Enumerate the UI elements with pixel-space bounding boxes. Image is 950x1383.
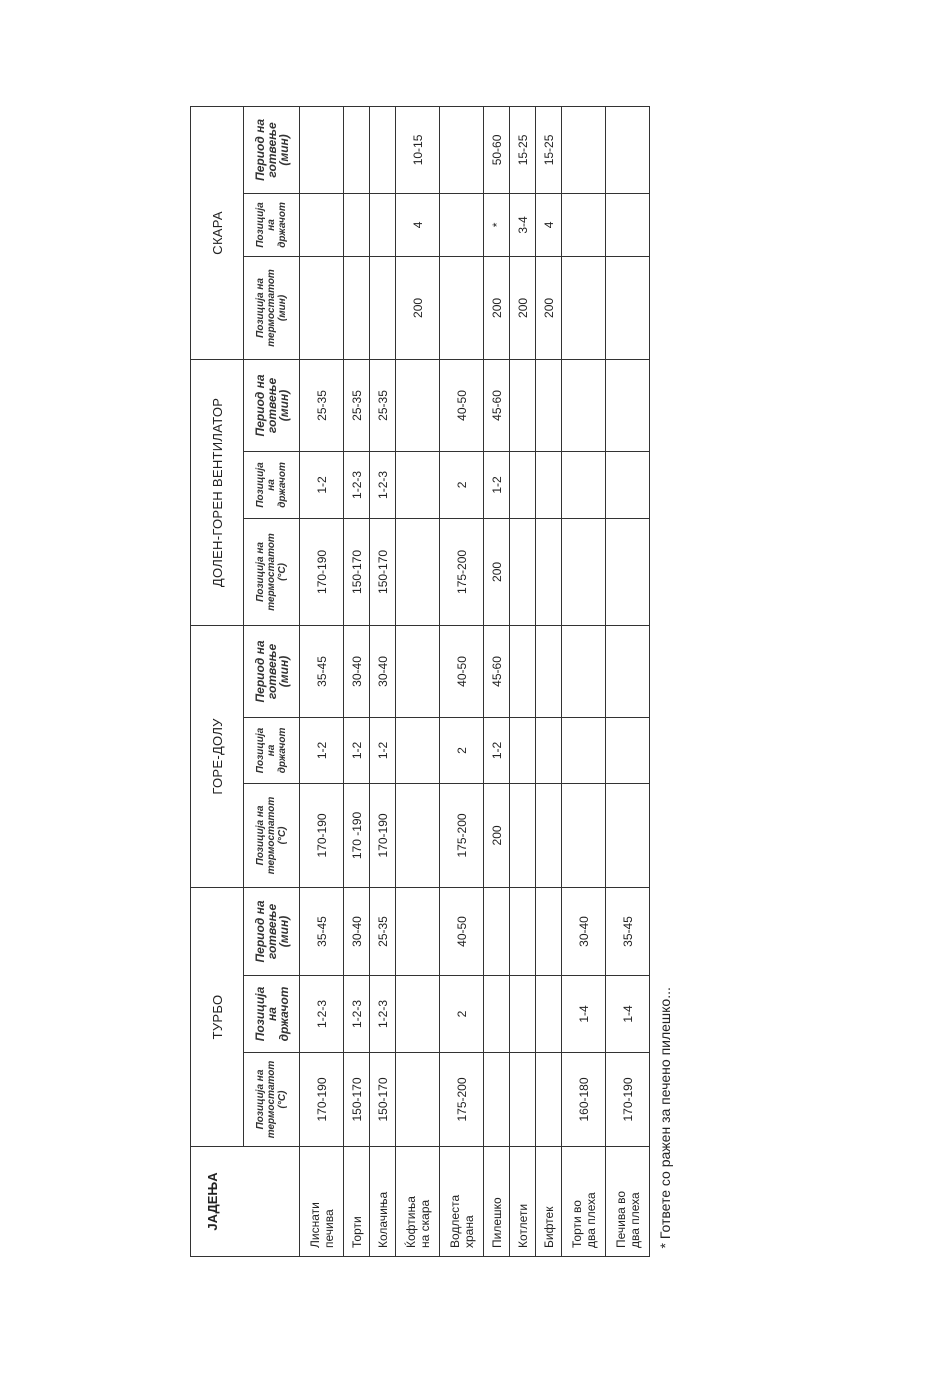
skara-thermostat-cell: 200 [484, 256, 510, 359]
table-row [484, 106, 510, 1256]
gore-time-cell [396, 625, 440, 717]
group-gore-dolu: ГОРЕ-ДОЛУ [191, 625, 244, 887]
turbo-rack-cell [510, 976, 536, 1053]
gore-rack-cell [396, 717, 440, 783]
rack-header-gore: Позиција на држачот [244, 717, 300, 783]
gore-time-cell: 30-40 [370, 625, 396, 717]
turbo-rack-cell: 1-4 [606, 976, 650, 1053]
skara-rack-cell: 4 [396, 193, 440, 256]
turbo-time-cell [484, 887, 510, 975]
dish-name: Бифтек [536, 1147, 562, 1257]
table-row [510, 106, 536, 1256]
turbo-thermostat-cell [396, 1053, 440, 1147]
turbo-time-cell: 40-50 [440, 887, 484, 975]
table-row [370, 106, 396, 1256]
dolen-thermostat-cell [606, 518, 650, 625]
skara-time-cell [370, 106, 396, 193]
gore-thermostat-cell: 170-190 [370, 783, 396, 887]
gore-time-cell: 35-45 [300, 625, 344, 717]
time-header-skara: Период на готвење (мин) [244, 106, 300, 193]
group-turbo: ТУРБО [191, 887, 244, 1146]
turbo-thermostat-cell [484, 1053, 510, 1147]
gore-thermostat-cell: 200 [484, 783, 510, 887]
gore-time-cell: 30-40 [344, 625, 370, 717]
dolen-time-cell: 25-35 [300, 359, 344, 451]
dolen-thermostat-cell: 150-170 [344, 518, 370, 625]
table-row [562, 106, 606, 1256]
skara-time-cell: 10-15 [396, 106, 440, 193]
group-skara: СКАРА [191, 106, 244, 359]
gore-thermostat-cell [562, 783, 606, 887]
gore-rack-cell [536, 717, 562, 783]
gore-rack-cell: 2 [440, 717, 484, 783]
group-dolen-goren: ДОЛЕН-ГОРЕН ВЕНТИЛАТОР [191, 359, 244, 625]
table-row [344, 106, 370, 1256]
dolen-rack-cell [510, 451, 536, 518]
cooking-table [190, 106, 681, 1257]
footnote-row [650, 106, 681, 1256]
skara-rack-cell: * [484, 193, 510, 256]
turbo-thermostat-cell [510, 1053, 536, 1147]
skara-time-cell [344, 106, 370, 193]
dish-name: Ќофтиња на скара [396, 1147, 440, 1257]
skara-thermostat-cell [606, 256, 650, 359]
dolen-thermostat-cell: 170-190 [300, 518, 344, 625]
skara-thermostat-cell [562, 256, 606, 359]
dolen-thermostat-cell: 175-200 [440, 518, 484, 625]
dolen-time-cell [536, 359, 562, 451]
thermostat-header-turbo: Позиција на термостатот (°C) [244, 1053, 300, 1147]
dish-name: Колачиња [370, 1147, 396, 1257]
dolen-rack-cell [562, 451, 606, 518]
group-header-row [191, 106, 244, 1256]
turbo-thermostat-cell: 150-170 [344, 1053, 370, 1147]
dolen-time-cell: 40-50 [440, 359, 484, 451]
skara-thermostat-cell: 200 [510, 256, 536, 359]
skara-rack-cell [344, 193, 370, 256]
skara-thermostat-cell [370, 256, 396, 359]
turbo-rack-cell: 1-2-3 [370, 976, 396, 1053]
skara-rack-cell [300, 193, 344, 256]
dolen-rack-cell: 1-2 [300, 451, 344, 518]
time-header-turbo: Период на готвење (мин) [244, 887, 300, 975]
table-row [536, 106, 562, 1256]
dolen-time-cell [562, 359, 606, 451]
turbo-thermostat-cell: 175-200 [440, 1053, 484, 1147]
skara-rack-cell [562, 193, 606, 256]
dish-name: Пилешко [484, 1147, 510, 1257]
table-row [396, 106, 440, 1256]
turbo-time-cell: 30-40 [344, 887, 370, 975]
skara-thermostat-cell [440, 256, 484, 359]
footnote: * Гответе со ражен за печено пилешко... [650, 106, 681, 1256]
gore-time-cell: 45-60 [484, 625, 510, 717]
table-row [300, 106, 344, 1256]
skara-rack-cell: 4 [536, 193, 562, 256]
gore-rack-cell: 1-2 [344, 717, 370, 783]
dolen-time-cell: 45-60 [484, 359, 510, 451]
skara-rack-cell [606, 193, 650, 256]
dolen-thermostat-cell [510, 518, 536, 625]
dish-name: Лиснати печива [300, 1147, 344, 1257]
skara-time-cell: 15-25 [536, 106, 562, 193]
gore-rack-cell: 1-2 [300, 717, 344, 783]
dolen-rack-cell [606, 451, 650, 518]
dolen-rack-cell [396, 451, 440, 518]
skara-thermostat-cell [344, 256, 370, 359]
dish-name: Водлеста храна [440, 1147, 484, 1257]
turbo-thermostat-cell [536, 1053, 562, 1147]
gore-time-cell [606, 625, 650, 717]
dish-name: Торти [344, 1147, 370, 1257]
table-row [606, 106, 650, 1256]
gore-time-cell [510, 625, 536, 717]
dolen-thermostat-cell [536, 518, 562, 625]
dolen-rack-cell: 1-2-3 [370, 451, 396, 518]
gore-thermostat-cell [606, 783, 650, 887]
dolen-rack-cell: 2 [440, 451, 484, 518]
skara-rack-cell [370, 193, 396, 256]
thermostat-header-dolen: Позиција на термостатот (°C) [244, 518, 300, 625]
dolen-time-cell: 25-35 [370, 359, 396, 451]
time-header-gore: Период на готвење (мин) [244, 625, 300, 717]
turbo-rack-cell [484, 976, 510, 1053]
gore-thermostat-cell: 175-200 [440, 783, 484, 887]
turbo-rack-cell: 1-2-3 [300, 976, 344, 1053]
turbo-thermostat-cell: 160-180 [562, 1053, 606, 1147]
rack-header-turbo: Позиција на држачот [244, 976, 300, 1053]
turbo-time-cell [536, 887, 562, 975]
skara-rack-cell [440, 193, 484, 256]
gore-thermostat-cell [396, 783, 440, 887]
time-header-dolen: Период на готвење (мин) [244, 359, 300, 451]
dolen-time-cell [396, 359, 440, 451]
skara-thermostat-cell [300, 256, 344, 359]
turbo-rack-cell: 1-2-3 [344, 976, 370, 1053]
gore-time-cell: 40-50 [440, 625, 484, 717]
skara-thermostat-cell: 200 [396, 256, 440, 359]
dolen-rack-cell [536, 451, 562, 518]
skara-time-cell [606, 106, 650, 193]
dish-name: Печива во два плеха [606, 1147, 650, 1257]
dolen-time-cell [606, 359, 650, 451]
gore-thermostat-cell: 170-190 [300, 783, 344, 887]
rack-header-dolen: Позиција на држачот [244, 451, 300, 518]
gore-time-cell [562, 625, 606, 717]
turbo-thermostat-cell: 150-170 [370, 1053, 396, 1147]
dish-column-header: ЈАДЕЊА [191, 1147, 300, 1257]
turbo-rack-cell: 1-4 [562, 976, 606, 1053]
dolen-time-cell: 25-35 [344, 359, 370, 451]
skara-rack-cell: 3-4 [510, 193, 536, 256]
turbo-rack-cell [396, 976, 440, 1053]
table-row [440, 106, 484, 1256]
turbo-thermostat-cell: 170-190 [300, 1053, 344, 1147]
gore-rack-cell: 1-2 [484, 717, 510, 783]
turbo-thermostat-cell: 170-190 [606, 1053, 650, 1147]
dolen-thermostat-cell [396, 518, 440, 625]
gore-thermostat-cell [536, 783, 562, 887]
rack-header-skara: Позиција на држачот [244, 193, 300, 256]
turbo-time-cell: 35-45 [300, 887, 344, 975]
turbo-time-cell: 35-45 [606, 887, 650, 975]
dish-name: Котлети [510, 1147, 536, 1257]
sub-header-row [244, 106, 300, 1256]
rotated-table-wrapper [190, 118, 682, 1257]
gore-time-cell [536, 625, 562, 717]
turbo-rack-cell [536, 976, 562, 1053]
gore-rack-cell: 1-2 [370, 717, 396, 783]
dolen-rack-cell: 1-2 [484, 451, 510, 518]
turbo-time-cell [510, 887, 536, 975]
dolen-rack-cell: 1-2-3 [344, 451, 370, 518]
skara-time-cell [300, 106, 344, 193]
dolen-thermostat-cell: 200 [484, 518, 510, 625]
gore-rack-cell [510, 717, 536, 783]
table-body [300, 106, 681, 1256]
thermostat-header-gore: Позиција на термостатот (°C) [244, 783, 300, 887]
thermostat-header-skara: Позиција на термостатот (мин) [244, 256, 300, 359]
skara-time-cell: 50-60 [484, 106, 510, 193]
gore-thermostat-cell: 170 -190 [344, 783, 370, 887]
dolen-thermostat-cell [562, 518, 606, 625]
skara-thermostat-cell: 200 [536, 256, 562, 359]
turbo-time-cell: 30-40 [562, 887, 606, 975]
skara-time-cell: 15-25 [510, 106, 536, 193]
dolen-thermostat-cell: 150-170 [370, 518, 396, 625]
turbo-time-cell [396, 887, 440, 975]
gore-rack-cell [606, 717, 650, 783]
gore-thermostat-cell [510, 783, 536, 887]
gore-rack-cell [562, 717, 606, 783]
turbo-time-cell: 25-35 [370, 887, 396, 975]
dish-name: Торти во два плеха [562, 1147, 606, 1257]
dolen-time-cell [510, 359, 536, 451]
skara-time-cell [440, 106, 484, 193]
turbo-rack-cell: 2 [440, 976, 484, 1053]
skara-time-cell [562, 106, 606, 193]
